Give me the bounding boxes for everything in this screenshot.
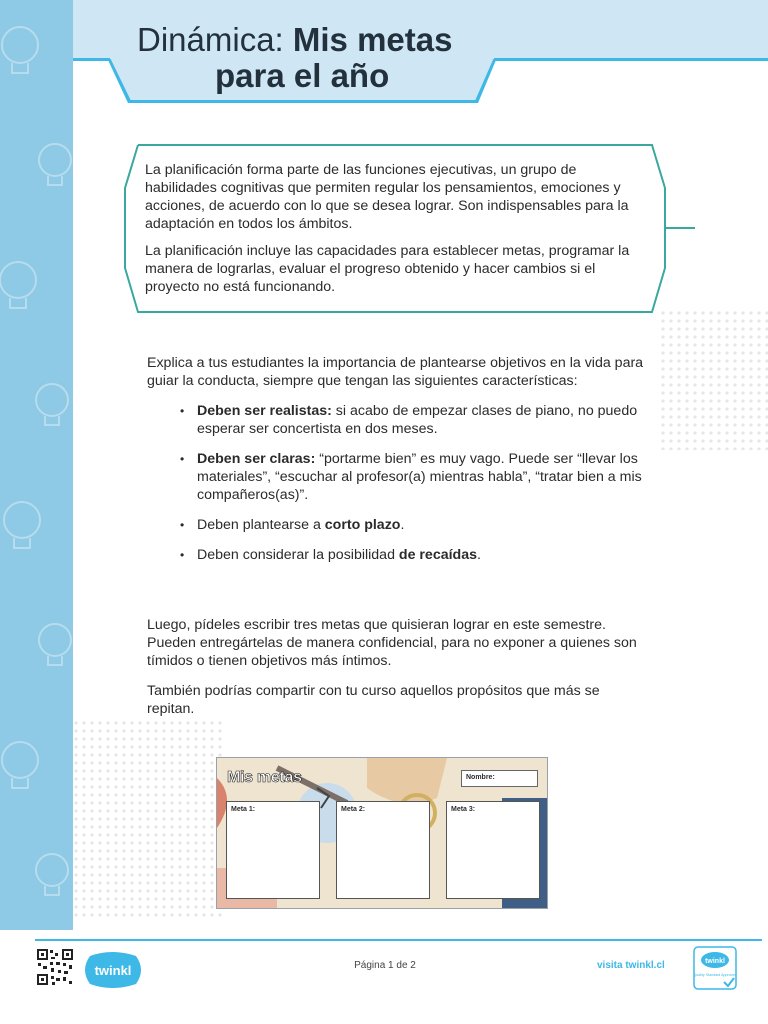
closing-paragraph-1: Luego, pídeles escribir tres metas que quisieran lograr en este semestre. Pueden entregártelas de manera confidencial, para no exponer a quienes son tímidos o tienen objetivos más íntimos.: [147, 617, 637, 669]
instructions: [147, 354, 652, 576]
title-bold: Mis metas: [292, 21, 453, 58]
bullet-bold: Deben ser claras:: [197, 451, 316, 467]
intro-paragraph-1: La planificación forma parte de las funciones ejecutivas, un grupo de habilidades cognitivas que permiten regular los pensamientos, emociones y acciones, de acuerdo con lo que se desea lograr. Son indispensables para la adaptación en todos los ámbitos.: [145, 162, 629, 232]
page-title: [137, 22, 452, 94]
intro-paragraph-2: La planificación incluye las capacidades para establecer metas, programar la manera de lograrlas, evaluar el progreso obtenido y hacer cambios si el proyecto no está funcionando.: [145, 243, 630, 295]
preview-goal-box-1: Meta 1:: [226, 801, 320, 899]
bullet-text: .: [400, 517, 405, 533]
lightbulb-pattern-icon: [0, 0, 73, 930]
instructions-lead: Explica a tus estudiantes la importancia de plantearse objetivos en la vida para guiar la conducta, siempre que tengan las siguientes características:: [147, 355, 644, 389]
badge-text: twinkl: [705, 958, 725, 965]
list-item: [180, 546, 652, 564]
bullet-bold: corto plazo: [324, 517, 401, 533]
bullet-bold: Deben ser realistas:: [197, 403, 332, 419]
closing-paragraph-2: También podrías compartir con tu curso aquellos propósitos que más se repitan.: [147, 683, 600, 717]
twinkl-logo: [82, 950, 144, 990]
preview-name-field: Nombre:: [461, 770, 538, 787]
bullet-bold: de recaídas: [398, 547, 477, 563]
bullet-text: Deben considerar la posibilidad: [197, 547, 399, 563]
bullet-text: si acabo de empezar clases de piano, no puedo esperar ser concertista en dos meses.: [197, 403, 638, 437]
preview-title: Mis metas: [227, 769, 302, 786]
preview-goal-box-2: Meta 2:: [336, 801, 430, 899]
bullet-text: “portarme bien” es muy vago. Puede ser “llevar los materiales”, “escuchar al profesor(a) mientras habla”, “tratar bien a mis compañeros(as)”.: [197, 451, 642, 503]
quality-standard-badge-icon: [693, 946, 737, 990]
list-item: [180, 516, 652, 534]
visit-link[interactable]: visita twinkl.cl: [597, 960, 665, 971]
dot-pattern-left: [73, 720, 223, 920]
characteristics-list: [147, 402, 652, 564]
list-item: [180, 450, 652, 504]
preview-goal-box-3: Meta 3:: [446, 801, 540, 899]
badge-caption: Quality Standard Approved: [693, 973, 737, 977]
title-prefix: Dinámica:: [137, 21, 284, 58]
title-line2: para el año: [215, 57, 390, 94]
decorative-sidebar: [0, 0, 73, 930]
bullet-text: Deben plantearse a: [197, 517, 325, 533]
qr-code-icon: [36, 948, 74, 986]
logo-text: twinkl: [94, 963, 132, 978]
worksheet-preview: [216, 757, 548, 909]
dot-pattern-right: [660, 310, 768, 450]
closing-text: [147, 616, 647, 730]
footer-divider: [35, 939, 762, 941]
list-item: [180, 402, 652, 438]
intro-text: [145, 161, 645, 305]
page-number: Página 1 de 2: [354, 960, 416, 971]
bullet-text: .: [477, 547, 481, 563]
